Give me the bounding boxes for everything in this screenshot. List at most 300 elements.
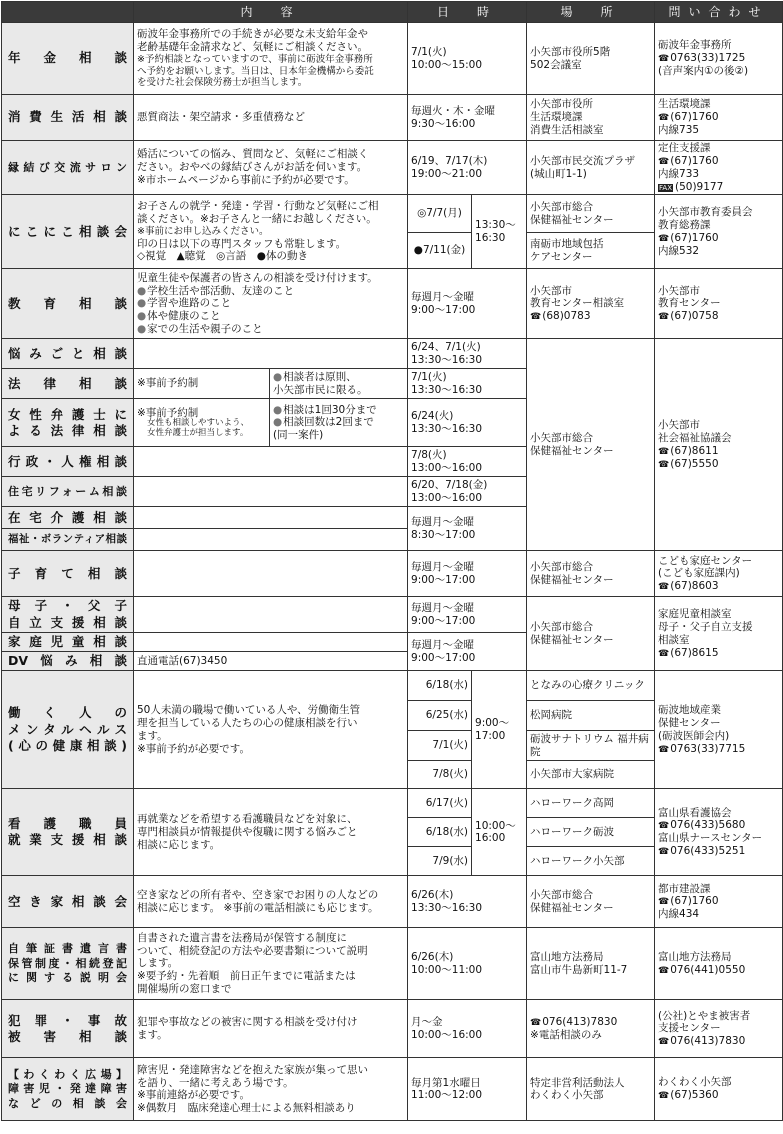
date-home-dv — [408, 632, 527, 671]
label-wakuwaku — [2, 1058, 134, 1121]
label-line: 女性弁護士に — [8, 406, 127, 422]
place-line: 保健福祉センター — [530, 213, 614, 226]
text-line: 理を担当している人たちの心の健康相談を行い — [137, 717, 358, 730]
date-nurse-3: 7/9(水) — [408, 847, 472, 876]
contact-line: (音声案内①の後②) — [658, 64, 749, 77]
row-vacant — [2, 876, 783, 928]
text-line: お子さんの就学・発達・学習・行動など気軽にご相 — [137, 200, 379, 213]
contact-education — [655, 269, 783, 339]
phone-number: ☎ 076(413)7830 — [658, 1035, 779, 1048]
text-line: 女性弁護士が担当します。 — [147, 428, 249, 439]
header-place: 場 所 — [527, 2, 655, 23]
text-line: します。 — [137, 957, 179, 970]
date-will — [408, 928, 527, 1000]
place-salon — [527, 141, 655, 195]
date-consumer — [408, 95, 527, 141]
contact-line: 教育総務課 — [658, 218, 711, 231]
text-line: ※予約相談となっていますので、事前に砺波年金事務所 — [137, 53, 373, 65]
place-will — [527, 928, 655, 1000]
text-line: ● 相談は1回30分まで — [273, 404, 404, 417]
text-line: 相談に応じます。 ※事前の電話相談にも応じます。 — [137, 901, 379, 914]
date-childcare — [408, 551, 527, 597]
date-care — [408, 507, 527, 551]
label-line: などの相談会 — [8, 1096, 127, 1110]
place-line: (城山町1-1) — [530, 167, 587, 180]
place-line: 富山地方法務局 — [530, 951, 604, 964]
contact-mental — [655, 671, 783, 789]
extension: 内線733 — [658, 167, 700, 180]
row-salon — [2, 141, 783, 195]
content-crime — [134, 1000, 408, 1058]
place-consumer — [527, 95, 655, 141]
label-line: 被害相談 — [8, 1028, 127, 1044]
phone-number: ☎ 076(433)5680 — [658, 819, 779, 832]
date-reform — [408, 477, 527, 507]
header-contact: 問い合わせ — [655, 2, 783, 23]
time-mental — [472, 671, 527, 789]
note-legal-2 — [270, 369, 408, 399]
place-line: 小矢部市総合 — [530, 201, 594, 214]
label-single-parent — [2, 597, 134, 633]
content-nikoniko — [134, 195, 408, 269]
contact-line: (砺波医師会内) — [658, 729, 730, 742]
place-nurse-1: ハローワーク高岡 — [527, 789, 655, 818]
label-line: 母子・父子 — [8, 598, 127, 614]
time-line: 8:30～17:00 — [411, 528, 476, 541]
date-vacant — [408, 876, 527, 928]
time-line: 13:30～16:30 — [411, 901, 483, 914]
content-nurse — [134, 789, 408, 876]
extension: 内線434 — [658, 908, 700, 921]
label-line: (心の健康相談) — [8, 737, 127, 753]
text-line: を受けた社会保険労務士が担当します。 — [137, 77, 308, 89]
contact-line: 富山県看護協会 — [658, 806, 732, 819]
text-line: 女性も相談しやすいよう、 — [147, 418, 250, 429]
contact-line: (こども家庭課内) — [658, 567, 740, 580]
contact-line: 家庭児童相談室 — [658, 608, 732, 621]
contact-line: (公社)とやま被害者 — [658, 1009, 751, 1022]
text-line: ※偶数月 臨床発達心理士による無料相談あり — [137, 1102, 356, 1115]
text-line: を語り、一緒に考えあう場です。 — [137, 1076, 294, 1089]
date-line: 毎週火・木・金曜 — [411, 104, 496, 117]
fax-number: (50)9177 — [675, 180, 724, 193]
row-pension — [2, 23, 783, 95]
contact-line: 教育センター — [658, 297, 721, 310]
row-crime — [2, 1000, 783, 1058]
label-pension: 年金相談 — [2, 23, 134, 95]
label-nurse — [2, 789, 134, 876]
phone-number: ☎ (67)5550 — [658, 458, 779, 471]
text-line: 談ください。※お子さんと一緒にお越しください。 — [137, 213, 377, 226]
text-line: ※事前予約が必要です。 — [137, 742, 250, 755]
label-crime — [2, 1000, 134, 1058]
row-mental-1 — [2, 671, 783, 701]
content-education — [134, 269, 408, 339]
phone-number: ☎ 076(441)0550 — [658, 964, 779, 977]
label-line: に関する説明会 — [8, 971, 127, 984]
content-salon — [134, 141, 408, 195]
text-line: 相談に応じます。 — [137, 838, 221, 851]
time-nikoniko — [472, 195, 527, 269]
text-line: 犯罪や事故などの被害に関する相談を受け付け — [137, 1016, 358, 1029]
label-will — [2, 928, 134, 1000]
text-line: 障害児・発達障害などを抱えた家族が集って思い — [137, 1063, 368, 1076]
text-line: ◇視覚 ▲聴覚 ◎言語 ●体の動き — [137, 250, 308, 263]
date-mental-2: 6/25(水) — [408, 701, 472, 731]
date-line: 毎月第1水曜日 — [411, 1076, 481, 1089]
time-line: 11:00～12:00 — [411, 1089, 483, 1102]
time-line: 16:30 — [475, 231, 506, 244]
time-line: 13:30～16:30 — [411, 353, 483, 366]
place-line: 教育センター相談室 — [530, 297, 625, 310]
phone-number: ☎ 076(413)7830 — [530, 1016, 651, 1029]
date-mental-1: 6/18(水) — [408, 671, 472, 701]
date-mental-4: 7/8(火) — [408, 761, 472, 789]
time-line: 19:00～21:00 — [411, 167, 483, 180]
content-wakuwaku — [134, 1058, 408, 1121]
phone-number: ☎ (67)8615 — [658, 647, 779, 660]
contact-line: 定住支援課 — [658, 142, 711, 154]
time-line: 13:30～16:30 — [411, 422, 483, 435]
content-will — [134, 928, 408, 1000]
text-line: ※事前にお申し込みください。 — [137, 226, 269, 238]
text-line: ます。 — [137, 1028, 168, 1041]
place-line: 保健福祉センター — [530, 444, 614, 457]
contact-vacant — [655, 876, 783, 928]
date-worry — [408, 339, 527, 369]
row-nikoniko-1 — [2, 195, 783, 233]
phone-number: ☎ (68)0783 — [530, 310, 651, 323]
text-line: ※事前連絡が必要です。 — [137, 1089, 250, 1102]
contact-line: 生活環境課 — [658, 98, 711, 111]
label-legal: 法律相談 — [2, 369, 134, 399]
date-line: 7/1(火) — [411, 45, 447, 58]
content-single-parent — [134, 597, 408, 633]
place-wakuwaku — [527, 1058, 655, 1121]
label-nikoniko: にこにこ相談会 — [2, 195, 134, 269]
place-line: 小矢部市役所 — [530, 98, 594, 111]
contact-line: 相談室 — [658, 633, 690, 646]
place-pension — [527, 23, 655, 95]
text-line: 小矢部市民に限る。 — [273, 383, 368, 396]
time-line: 10:00～ — [475, 819, 516, 832]
date-wakuwaku — [408, 1058, 527, 1121]
row-worry — [2, 339, 783, 369]
content-reform — [134, 477, 408, 507]
label-line: 看護職員 — [8, 816, 127, 832]
place-line: 消費生活相談室 — [530, 123, 604, 136]
row-nurse-1 — [2, 789, 783, 818]
place-line: 南砺市地域包括 — [530, 238, 604, 251]
text-line: ● 相談者は原則、 — [273, 371, 404, 384]
date-line: 7/8(火) — [411, 449, 447, 462]
extension: 内線532 — [658, 244, 700, 257]
place-mental-1: となみの心療クリニック — [527, 671, 655, 701]
note-female-1 — [134, 399, 270, 447]
phone-number: ☎ (67)5360 — [658, 1089, 779, 1102]
label-vacant: 空き家相談会 — [2, 876, 134, 928]
consultation-table — [1, 1, 783, 1121]
place-line: 小矢部市総合 — [530, 432, 594, 445]
date-line: 6/19、7/17(木) — [411, 154, 488, 167]
list-item: ● 学習や進路のこと — [137, 297, 404, 310]
content-volunteer — [134, 529, 408, 551]
contact-line: 富山県ナースセンター — [658, 832, 763, 845]
row-will — [2, 928, 783, 1000]
date-female — [408, 399, 527, 447]
header-date: 日 時 — [408, 2, 527, 23]
header-row — [2, 2, 783, 23]
place-line: 小矢部市民交流プラザ — [530, 154, 636, 167]
label-line: 働く人の — [8, 705, 127, 721]
row-single-parent — [2, 597, 783, 633]
time-line: 10:00～11:00 — [411, 963, 483, 976]
text-line: ださい。おやべの縁結びさんがお話を伺います。 — [137, 161, 368, 174]
time-line: 13:00～16:00 — [411, 491, 483, 504]
time-line: 9:00～17:00 — [411, 573, 476, 586]
contact-nikoniko — [655, 195, 783, 269]
date-education — [408, 269, 527, 339]
contact-family — [655, 597, 783, 671]
list-item: ● 体や健康のこと — [137, 310, 404, 323]
text-line: ※事前予約制 — [137, 406, 199, 419]
time-line: 9:00～17:00 — [411, 614, 476, 627]
place-mental-4: 小矢部市大家病院 — [527, 761, 655, 789]
label-worry: 悩みごと相談 — [2, 339, 134, 369]
contact-childcare — [655, 551, 783, 597]
text-line: 開催場所の窓口まで — [137, 983, 232, 996]
label-female — [2, 399, 134, 447]
contact-line: 母子・父子自立支援 — [658, 620, 753, 633]
phone-number: ☎ 0763(33)7715 — [658, 743, 779, 756]
content-consumer: 悪質商法・架空請求・多重債務など — [134, 95, 408, 141]
text-line: ます。 — [137, 729, 168, 742]
place-line: 小矢部市総合 — [530, 561, 594, 574]
place-line: 小矢部市総合 — [530, 621, 594, 634]
row-wakuwaku — [2, 1058, 783, 1121]
date-nikoniko-2: ●7/11(金) — [408, 233, 472, 269]
time-line: 16:00 — [475, 832, 506, 845]
place-line: 生活環境課 — [530, 111, 583, 124]
time-line: 13:30～16:30 — [411, 383, 483, 396]
date-line: 毎週月～金曜 — [411, 291, 475, 304]
text-line: 砺波年金事務所での手続きが必要な未支給年金や — [137, 28, 368, 41]
text-line: 印の日は以下の専門スタッフも常駐します。 — [137, 237, 347, 250]
contact-line: 社会福祉協議会 — [658, 431, 732, 444]
contact-line: 富山地方法務局 — [658, 950, 732, 963]
date-admin — [408, 447, 527, 477]
place-line: 特定非営利活動法人 — [530, 1076, 625, 1089]
phone-number: ☎ 076(433)5251 — [658, 845, 779, 858]
contact-line: 砺波年金事務所 — [658, 39, 732, 52]
contact-line: 都市建設課 — [658, 882, 711, 895]
date-line: 月～金 — [411, 1016, 443, 1029]
date-line: 毎週月～金曜 — [411, 516, 475, 529]
date-crime — [408, 1000, 527, 1058]
header-content: 内 容 — [134, 2, 408, 23]
phone-number: ☎ (67)0758 — [658, 310, 779, 323]
list-item: ● 家での生活や親子のこと — [137, 323, 404, 336]
time-line: 13:30～ — [475, 219, 516, 232]
date-line: 6/26(木) — [411, 951, 454, 964]
fax-badge: FAX — [659, 183, 672, 192]
row-consumer — [2, 95, 783, 141]
label-line: 障害児・発達障害 — [8, 1082, 127, 1096]
text-line: ● 相談回数は2回まで — [273, 416, 404, 429]
place-mental-3: 砺波サナトリウム 福井病院 — [527, 731, 655, 761]
place-education — [527, 269, 655, 339]
content-pension — [134, 23, 408, 95]
label-reform: 住宅リフォーム相談 — [2, 477, 134, 507]
phone-number: ☎ (67)1760 — [658, 232, 779, 245]
label-line: よる法律相談 — [8, 422, 127, 438]
date-nikoniko-1: ◎7/7(月) — [408, 195, 472, 233]
label-line: 保管制度・相続登記 — [8, 956, 127, 970]
contact-line: 小矢部市 — [658, 284, 701, 297]
label-mental — [2, 671, 134, 789]
phone-number: ☎ 0763(33)1725 — [658, 52, 779, 65]
place-line: 保健福祉センター — [530, 901, 614, 914]
place-line: 保健福祉センター — [530, 573, 614, 586]
label-volunteer: 福祉・ボランティア相談 — [2, 529, 134, 551]
place-mental-2: 松岡病院 — [527, 701, 655, 731]
place-line: 小矢部市 — [530, 284, 573, 297]
place-welfare — [527, 339, 655, 551]
place-line: ※電話相談のみ — [530, 1028, 602, 1041]
date-legal — [408, 369, 527, 399]
place-line: 保健福祉センター — [530, 633, 614, 646]
text-line: 再就業などを希望する看護職員などを対象に、 — [137, 813, 358, 826]
label-line: メンタルヘルス — [8, 721, 127, 737]
contact-consumer — [655, 95, 783, 141]
contact-welfare — [655, 339, 783, 551]
content-home — [134, 632, 408, 651]
label-care: 在宅介護相談 — [2, 507, 134, 529]
text-line: へ予約をお願いします。当日は、日本年金機構から委託 — [137, 65, 374, 77]
label-home: 家庭児童相談 — [2, 632, 134, 651]
content-worry — [134, 339, 408, 369]
fax-line — [658, 181, 779, 194]
note-female-2 — [270, 399, 408, 447]
time-line: 9:00～ — [475, 717, 510, 730]
date-mental-3: 7/1(火) — [408, 731, 472, 761]
label-line: 自筆証書遺言書 — [8, 942, 127, 956]
place-family — [527, 597, 655, 671]
label-salon: 縁結び交流サロン — [2, 141, 134, 195]
text-line: 自書された遺言書を法務局が保管する制度に — [137, 931, 347, 944]
label-line: 自立支援相談 — [8, 614, 127, 630]
content-dv: 直通電話(67)3450 — [134, 652, 408, 671]
date-nurse-1: 6/17(火) — [408, 789, 472, 818]
contact-line: こども家庭センター — [658, 554, 753, 567]
label-line: 犯罪・事故 — [8, 1012, 127, 1028]
date-single-parent — [408, 597, 527, 633]
label-childcare: 子育て相談 — [2, 551, 134, 597]
text-line: 50人未満の職場で働いている人や、労働衛生管 — [137, 704, 361, 717]
text-line: ※市ホームページから事前に予約が必要です。 — [137, 174, 355, 187]
content-mental — [134, 671, 408, 789]
text-line: 空き家などの所有者や、空き家でお困りの人などの — [137, 889, 379, 902]
contact-crime — [655, 1000, 783, 1058]
label-admin: 行政・人権相談 — [2, 447, 134, 477]
time-line: 10:00～15:00 — [411, 58, 483, 71]
header-label — [2, 2, 134, 23]
place-nurse-3: ハローワーク小矢部 — [527, 847, 655, 876]
date-nurse-2: 6/18(水) — [408, 818, 472, 847]
place-nikoniko-2 — [527, 233, 655, 269]
content-care — [134, 507, 408, 529]
contact-line: 小矢部市 — [658, 419, 701, 432]
row-childcare — [2, 551, 783, 597]
place-line: 富山市牛島新町11-7 — [530, 963, 628, 976]
place-crime — [527, 1000, 655, 1058]
label-education: 教育相談 — [2, 269, 134, 339]
text-line: ついて、相続登記の方法や必要書類について説明 — [137, 944, 368, 957]
date-line: 毎週月～金曜 — [411, 601, 475, 614]
contact-will — [655, 928, 783, 1000]
time-line: 10:00～16:00 — [411, 1028, 483, 1041]
list-item: ● 学校生活や部活動、友達のこと — [137, 285, 404, 298]
row-education — [2, 269, 783, 339]
text-line: 婚活についての悩み、質問など、気軽にご相談く — [137, 148, 369, 161]
label-line: 【わくわく広場】 — [8, 1067, 127, 1081]
text-line: ※要予約・先着順 前日正午までに電話または — [137, 970, 356, 983]
phone-number: ☎ (67)1760 — [658, 111, 779, 124]
content-admin — [134, 447, 408, 477]
date-salon — [408, 141, 527, 195]
date-line: 6/20、7/18(金) — [411, 479, 488, 492]
time-line: 9:30～16:00 — [411, 117, 476, 130]
label-dv: DV悩み相談 — [2, 652, 134, 671]
time-line: 9:00～17:00 — [411, 303, 476, 316]
date-line: 7/1(火) — [411, 371, 447, 384]
contact-nurse — [655, 789, 783, 876]
phone-number: ☎ (67)8611 — [658, 445, 779, 458]
place-vacant — [527, 876, 655, 928]
text-line: 専門相談員が情報提供や復職に関する悩みごと — [137, 825, 358, 838]
date-line: 6/24(火) — [411, 410, 454, 423]
place-line: 小矢部市総合 — [530, 889, 594, 902]
contact-line: 小矢部市教育委員会 — [658, 206, 753, 219]
phone-number: ☎ (67)1760 — [658, 895, 779, 908]
text-line: (同一案件) — [273, 429, 324, 442]
date-line: 6/24、7/1(火) — [411, 341, 481, 354]
time-nurse — [472, 789, 527, 876]
contact-line: 砺波地域産業 — [658, 704, 722, 717]
phone-number: ☎ (67)1760 — [658, 155, 779, 168]
time-line: 13:00～16:00 — [411, 461, 483, 474]
place-childcare — [527, 551, 655, 597]
place-line: ケアセンター — [530, 250, 593, 263]
place-line: 小矢部市役所5階 — [530, 45, 611, 58]
note-legal-1: ※事前予約制 — [134, 369, 270, 399]
extension: 内線735 — [658, 123, 700, 136]
place-nurse-2: ハローワーク砺波 — [527, 818, 655, 847]
contact-pension — [655, 23, 783, 95]
contact-line: わくわく小矢部 — [658, 1076, 732, 1089]
text-line: 児童生徒や保護者の皆さんの相談を受け付けます。 — [137, 271, 378, 284]
contact-wakuwaku — [655, 1058, 783, 1121]
contact-salon — [655, 141, 783, 195]
text-line: 老齢基礎年金請求など、気軽にご相談ください。 — [137, 41, 368, 54]
date-line: 毎週月～金曜 — [411, 638, 475, 651]
date-line: 6/26(木) — [411, 889, 454, 902]
date-line: 毎週月～金曜 — [411, 561, 475, 574]
content-vacant — [134, 876, 408, 928]
label-line: 就業支援相談 — [8, 832, 127, 848]
content-childcare — [134, 551, 408, 597]
label-consumer: 消費生活相談 — [2, 95, 134, 141]
